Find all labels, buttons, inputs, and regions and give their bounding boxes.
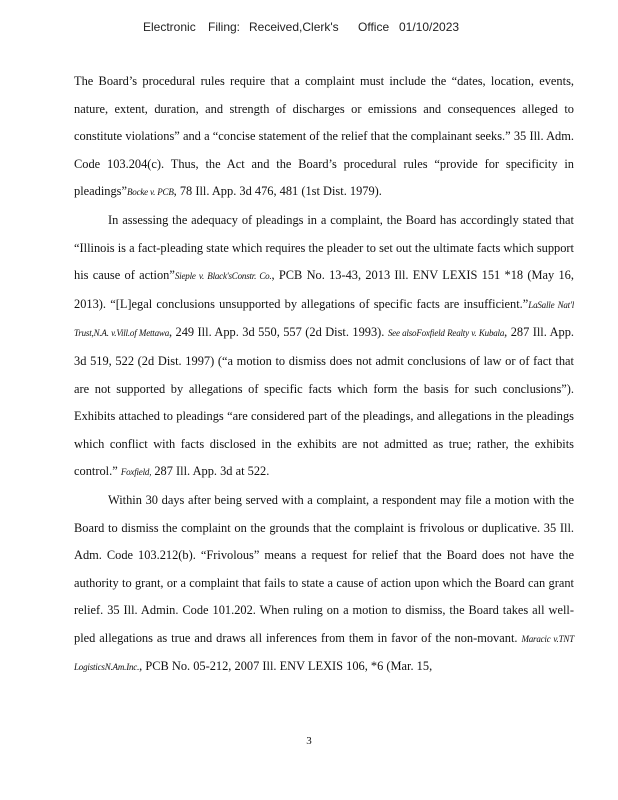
- header-word-electronic: Electronic: [143, 20, 196, 34]
- case-citation-sieple: Sieple v. Black'sConstr. Co.: [174, 271, 272, 282]
- header-date: 01/10/2023: [399, 20, 460, 34]
- header-word-office: Office: [358, 20, 390, 34]
- paragraph-1: [74, 68, 574, 207]
- header-word-filing: Filing:: [208, 20, 241, 34]
- paragraph-2-text-e: 287 Ill. App. 3d at 522.: [151, 464, 270, 479]
- document-body: [74, 68, 574, 682]
- paragraph-3-text-a: Within 30 days after being served with a complaint, a respondent may file a motion with the Board to dismiss the complaint on the grounds that the complaint is frivolous or duplicative. 35 Ill. Adm. Code 103.212(b). “Frivolous” means a request for relief that the Board does not have the authority to grant, or a complaint that fails to state a cause of action upon which the Board can grant relief. 35 Ill. Admin. Code 101.202. When ruling on a motion to dismiss, the Board takes all well-pled allegations as true and draws all inferences from them in favor of the non-movant.: [74, 492, 574, 645]
- header-word-received: Received,Clerk's: [249, 20, 339, 34]
- paragraph-1-text-a: The Board’s procedural rules require that a complaint must include the “dates, location, events, nature, extent, duration, and strength of discharges or emissions and consequences alleged to constitute violations” and a “concise statement of the relief that the complainant seeks.” 35 Ill. Adm. Code 103.204(c). Thus, the Act and the Board’s procedural rules “provide for specificity in pleadings”: [74, 74, 574, 199]
- case-citation-foxfield-short: Foxfield,: [120, 467, 152, 478]
- paragraph-2-text-b: , PCB No. 13-43, 2013 Ill. ENV LEXIS 151 *18 (May 16, 2013). “[L]egal conclusions unsupported by allegations of specific facts are insufficient.”: [74, 268, 574, 311]
- paragraph-3: [74, 487, 574, 682]
- paragraph-3-text-b: , PCB No. 05-212, 2007 Ill. ENV LEXIS 106, *6 (Mar. 15,: [139, 659, 433, 674]
- paragraph-1-text-b: , 78 Ill. App. 3d 476, 481 (1st Dist. 1979).: [173, 184, 382, 199]
- case-citation-lasalle: LaSalle Nat'l Trust,N.A. v.Vill.of Mettawa: [74, 299, 574, 339]
- paragraph-2-text-d: , 287 Ill. App. 3d 519, 522 (2d Dist. 1997) (“a motion to dismiss does not admit conclusions of law or of fact that are not supported by allegations of specific facts which form the basis for such conclusions”). Exhibits attached to pleadings “are considered part of the pleadings, and allegations in the pleadings which conflict with facts disclosed in the exhibits are not admitted as true; rather, the exhibits control.”: [74, 325, 575, 479]
- paragraph-2: [74, 207, 574, 487]
- case-citation-maracic: Maracic v.TNT LogisticsN.Am.Inc.: [74, 633, 575, 673]
- case-citation-bocke: Bocke v. PCB: [127, 187, 174, 198]
- case-citation-foxfield: See alsoFoxfield Realty v. Kubala: [387, 328, 505, 339]
- page-number: 3: [306, 735, 312, 747]
- paragraph-2-text-c: , 249 Ill. App. 3d 550, 557 (2d Dist. 1993).: [169, 325, 385, 340]
- paragraph-2-text-a: In assessing the adequacy of pleadings in a complaint, the Board has accordingly stated that “Illinois is a fact-pleading state which requires the pleader to set out the ultimate facts which support his cause of action”: [74, 212, 574, 283]
